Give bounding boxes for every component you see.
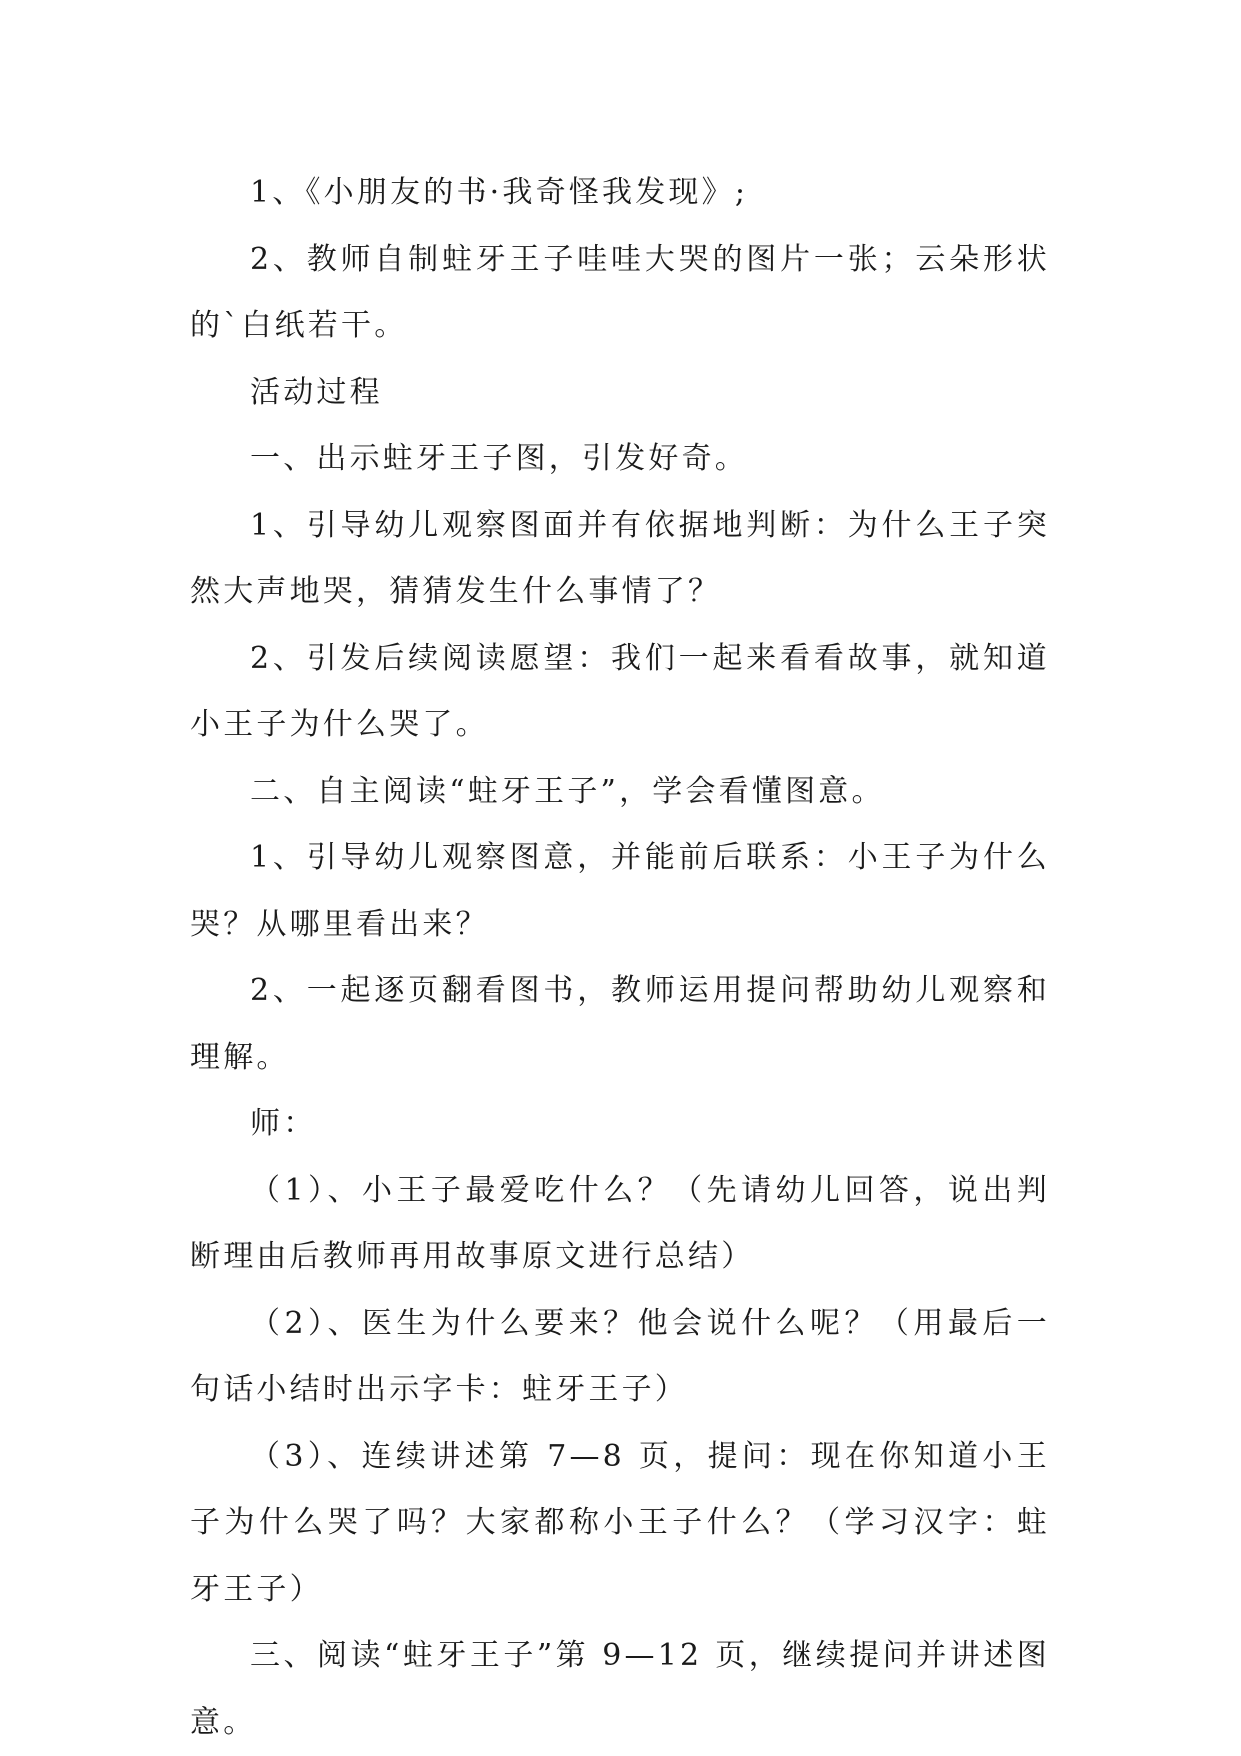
paragraph-step-2-item-2: 2、一起逐页翻看图书，教师运用提问帮助幼儿观察和理解。 <box>190 973 1050 1075</box>
paragraph-question-3: （3）、连续讲述第 7—8 页，提问：现在你知道小王子为什么哭了吗？大家都称小王子什么？（学习汉字：蛀牙王子） <box>190 1438 1050 1607</box>
paragraph-step-1-item-1: 1、引导幼儿观察图面并有依据地判断：为什么王子突然大声地哭，猜猜发生什么事情了？ <box>190 507 1050 609</box>
section-heading-step-2: 二、自主阅读“蛀牙王子”，学会看懂图意。 <box>250 773 885 809</box>
document-body <box>190 160 1050 1756</box>
paragraph-material-2: 2、教师自制蛀牙王子哇哇大哭的图片一张；云朵形状的`白纸若干。 <box>190 241 1050 343</box>
paragraph-question-2: （2）、医生为什么要来？他会说什么呢？（用最后一句话小结时出示字卡：蛀牙王子） <box>190 1305 1050 1407</box>
paragraph-teacher-label: 师： <box>250 1106 317 1141</box>
paragraph-step-1-item-2: 2、引发后续阅读愿望：我们一起来看看故事，就知道小王子为什么哭了。 <box>190 640 1050 742</box>
section-heading-activity-process: 活动过程 <box>250 374 383 410</box>
paragraph-step-2-item-1: 1、引导幼儿观察图意，并能前后联系：小王子为什么哭？从哪里看出来？ <box>190 840 1050 942</box>
section-heading-step-1: 一、出示蛀牙王子图，引发好奇。 <box>250 441 748 476</box>
section-heading-step-3: 三、阅读“蛀牙王子”第 9—12 页，继续提问并讲述图意。 <box>190 1638 1050 1740</box>
paragraph-material-1: 1、《小朋友的书·我奇怪我发现》; <box>250 175 749 210</box>
paragraph-question-1: （1）、小王子最爱吃什么？（先请幼儿回答，说出判断理由后教师再用故事原文进行总结） <box>190 1172 1050 1274</box>
